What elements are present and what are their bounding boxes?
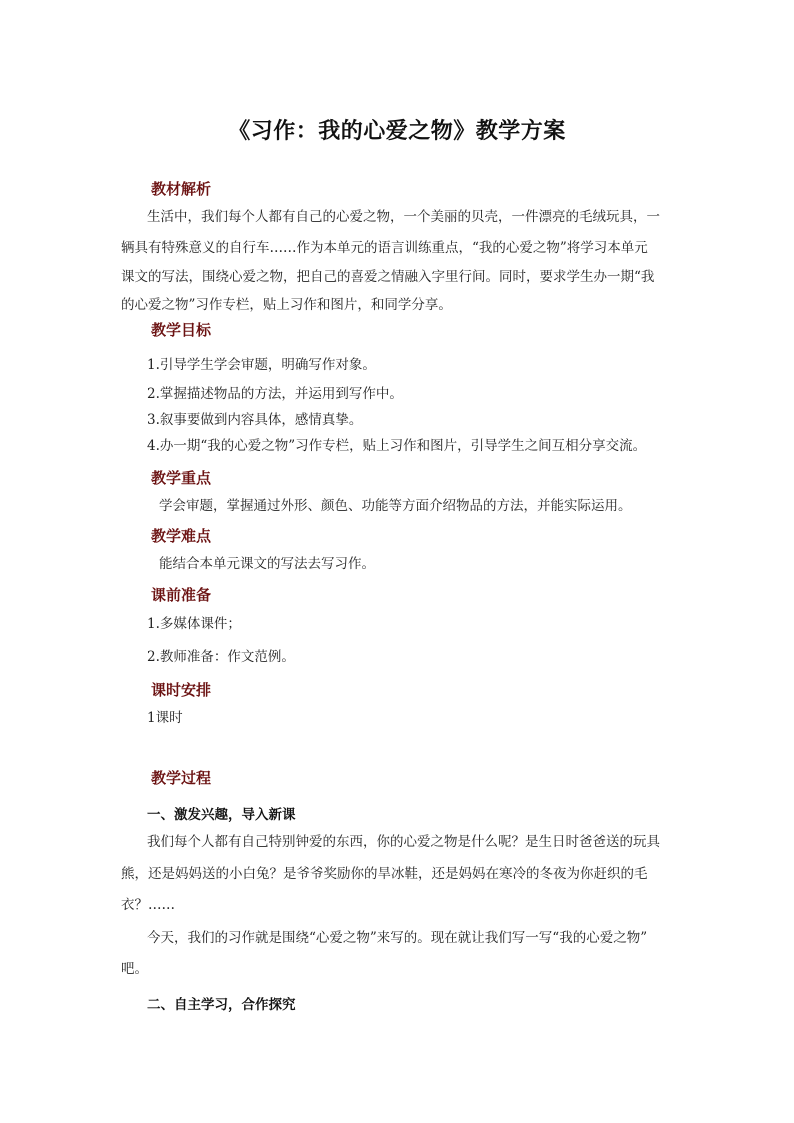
section-heading-schedule: 课时安排 — [151, 681, 212, 699]
process-part1-para1-line-3: 衣？…… — [121, 897, 175, 913]
section-heading-key-points: 教学重点 — [151, 469, 212, 487]
textbook-line-2: 辆具有特殊意义的自行车……作为本单元的语言训练重点，“我的心爱之物”将学习本单元 — [121, 240, 648, 256]
preparation-item-1: 1.多媒体课件； — [147, 616, 241, 632]
section-heading-process: 教学过程 — [151, 769, 212, 787]
textbook-line-3: 课文的写法，围绕心爱之物，把自己的喜爱之情融入字里行间。同时，要求学生办一期“我 — [121, 269, 655, 285]
process-part1-heading: 一、激发兴趣，导入新课 — [147, 807, 296, 823]
section-heading-textbook: 教材解析 — [151, 180, 212, 198]
schedule-text: 1课时 — [147, 710, 183, 726]
preparation-item-2: 2.教师准备：作文范例。 — [147, 649, 295, 665]
section-heading-difficulties: 教学难点 — [151, 527, 212, 545]
goal-item-4: 4.办一期“我的心爱之物”习作专栏，贴上习作和图片，引导学生之间互相分享交流。 — [147, 438, 647, 454]
process-part1-para2-line-1: 今天，我们的习作就是围绕“心爱之物”来写的。现在就让我们写一写“我的心爱之物” — [147, 930, 648, 946]
section-heading-goals: 教学目标 — [151, 321, 212, 339]
process-part1-para2-line-2: 吧。 — [121, 961, 148, 977]
textbook-line-4: 的心爱之物”习作专栏，贴上习作和图片，和同学分享。 — [121, 297, 452, 313]
section-heading-preparation: 课前准备 — [151, 586, 212, 604]
goal-item-1: 1.引导学生学会审题，明确写作对象。 — [147, 357, 376, 373]
key-points-text: 学会审题，掌握通过外形、颜色、功能等方面介绍物品的方法，并能实际运用。 — [159, 498, 632, 514]
document-title: 《习作：我的心爱之物》教学方案 — [228, 118, 566, 144]
difficulties-text: 能结合本单元课文的写法去写习作。 — [159, 556, 375, 572]
goal-item-3: 3.叙事要做到内容具体，感情真挚。 — [147, 412, 363, 428]
process-part1-para1-line-1: 我们每个人都有自己特别钟爱的东西，你的心爱之物是什么呢？是生日时爸爸送的玩具 — [147, 834, 660, 850]
goal-item-2: 2.掌握描述物品的方法，并运用到写作中。 — [147, 386, 403, 402]
textbook-line-1: 生活中，我们每个人都有自己的心爱之物，一个美丽的贝壳，一件漂亮的毛绒玩具，一 — [147, 209, 660, 225]
process-part2-heading: 二、自主学习，合作探究 — [147, 997, 296, 1013]
process-part1-para1-line-2: 熊，还是妈妈送的小白兔？是爷爷奖励你的旱冰鞋，还是妈妈在寒冷的冬夜为你赶织的毛 — [121, 866, 648, 882]
